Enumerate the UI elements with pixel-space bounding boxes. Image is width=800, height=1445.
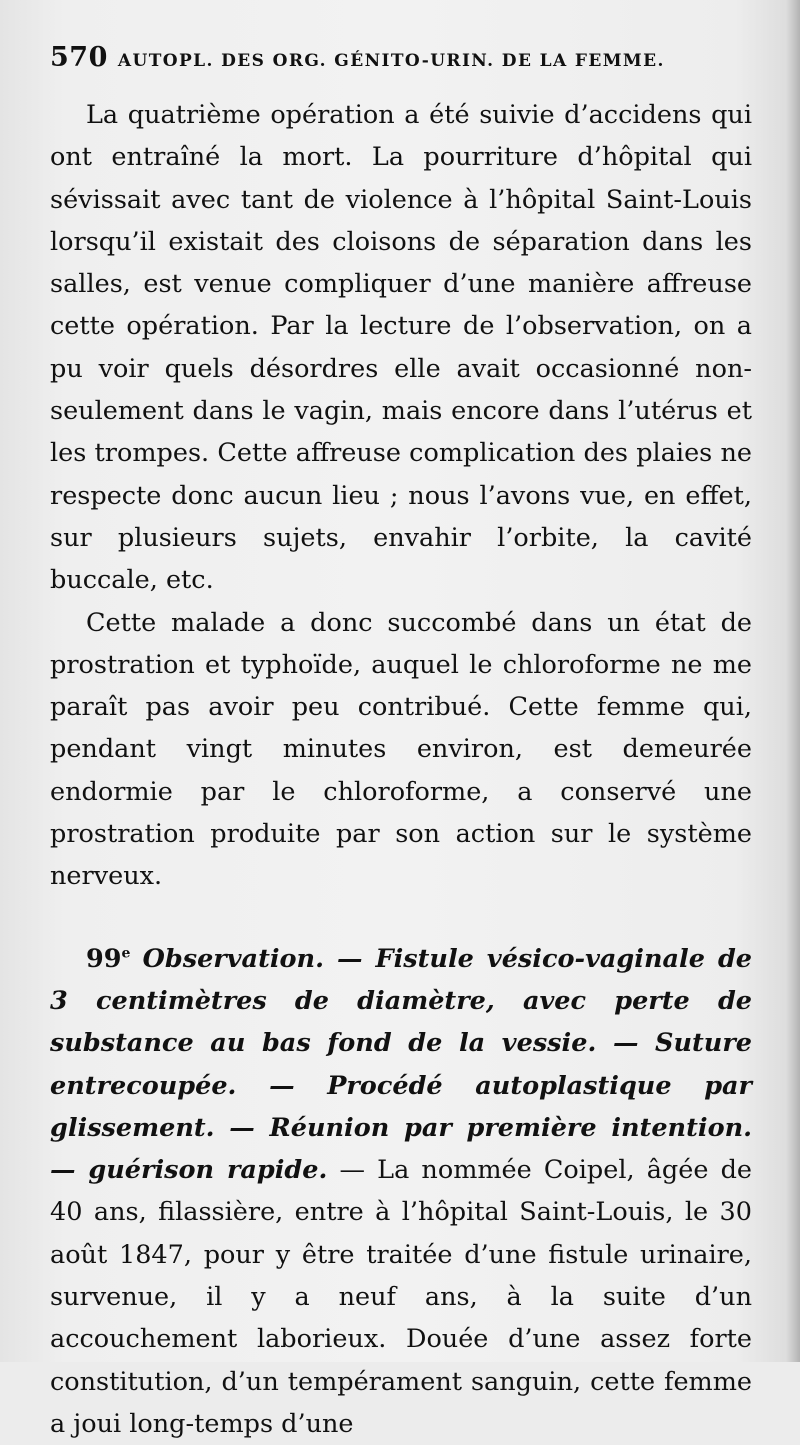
observation-paragraph xyxy=(50,938,752,1445)
observation-number-suffix: e xyxy=(121,945,131,962)
observation-text: — La nommée Coipel, âgée de 40 ans, filassière, entre à l’hôpital Saint-Louis, le 30 août 1847, pour y être traitée d’une fistule urinaire, survenue, il y a neuf ans, à la suite d’un accouchement laborieux. Douée d’une assez forte constitution, d’un tempérament sanguin, cette femme a joui long-temps d’une xyxy=(50,1155,752,1439)
paragraph-2: Cette malade a donc succombé dans un état de prostration et typhoïde, auquel le chloroforme ne me paraît pas avoir peu contribué. Cette femme qui, pendant vingt minutes environ, est demeurée endormie par le chloroforme, a conservé une prostration produite par son action sur le système nerveux. xyxy=(50,607,752,892)
page-number: 570 xyxy=(50,42,108,73)
page-edge-shadow xyxy=(786,0,800,1362)
observation-title: Observation. — Fistule vésico-vaginale de 3 centimètres de diamètre, avec perte de substance au bas fond de la vessie. — Suture entrecoupée. — Procédé autoplastique par glissement. — Réunion par première intention. — guérison rapide. xyxy=(50,943,752,1186)
page-header xyxy=(50,42,750,78)
paragraph-1: La quatrième opération a été suivie d’accidens qui ont entraîné la mort. La pourriture d’hôpital qui sévissait avec tant de violence à l’hôpital Saint-Louis lorsqu’il existait des cloisons de séparation dans les salles, est venue compliquer d’une manière affreuse cette opération. Par la lecture de l’observation, on a pu voir quels désordres elle avait occasionné non-seulement dans le vagin, mais encore dans l’utérus et les trompes. Cette affreuse complication des plaies ne respecte donc aucun lieu ; nous l’avons vue, en effet, sur plusieurs sujets, envahir l’orbite, la cavité buccale, etc. xyxy=(50,100,752,596)
section-gap xyxy=(50,898,752,938)
observation-number-value: 99 xyxy=(86,943,122,974)
page-body xyxy=(50,94,752,1445)
running-head: AUTOPL. DES ORG. GÉNITO-URIN. DE LA FEMME. xyxy=(117,51,665,71)
observation-number xyxy=(86,944,130,974)
